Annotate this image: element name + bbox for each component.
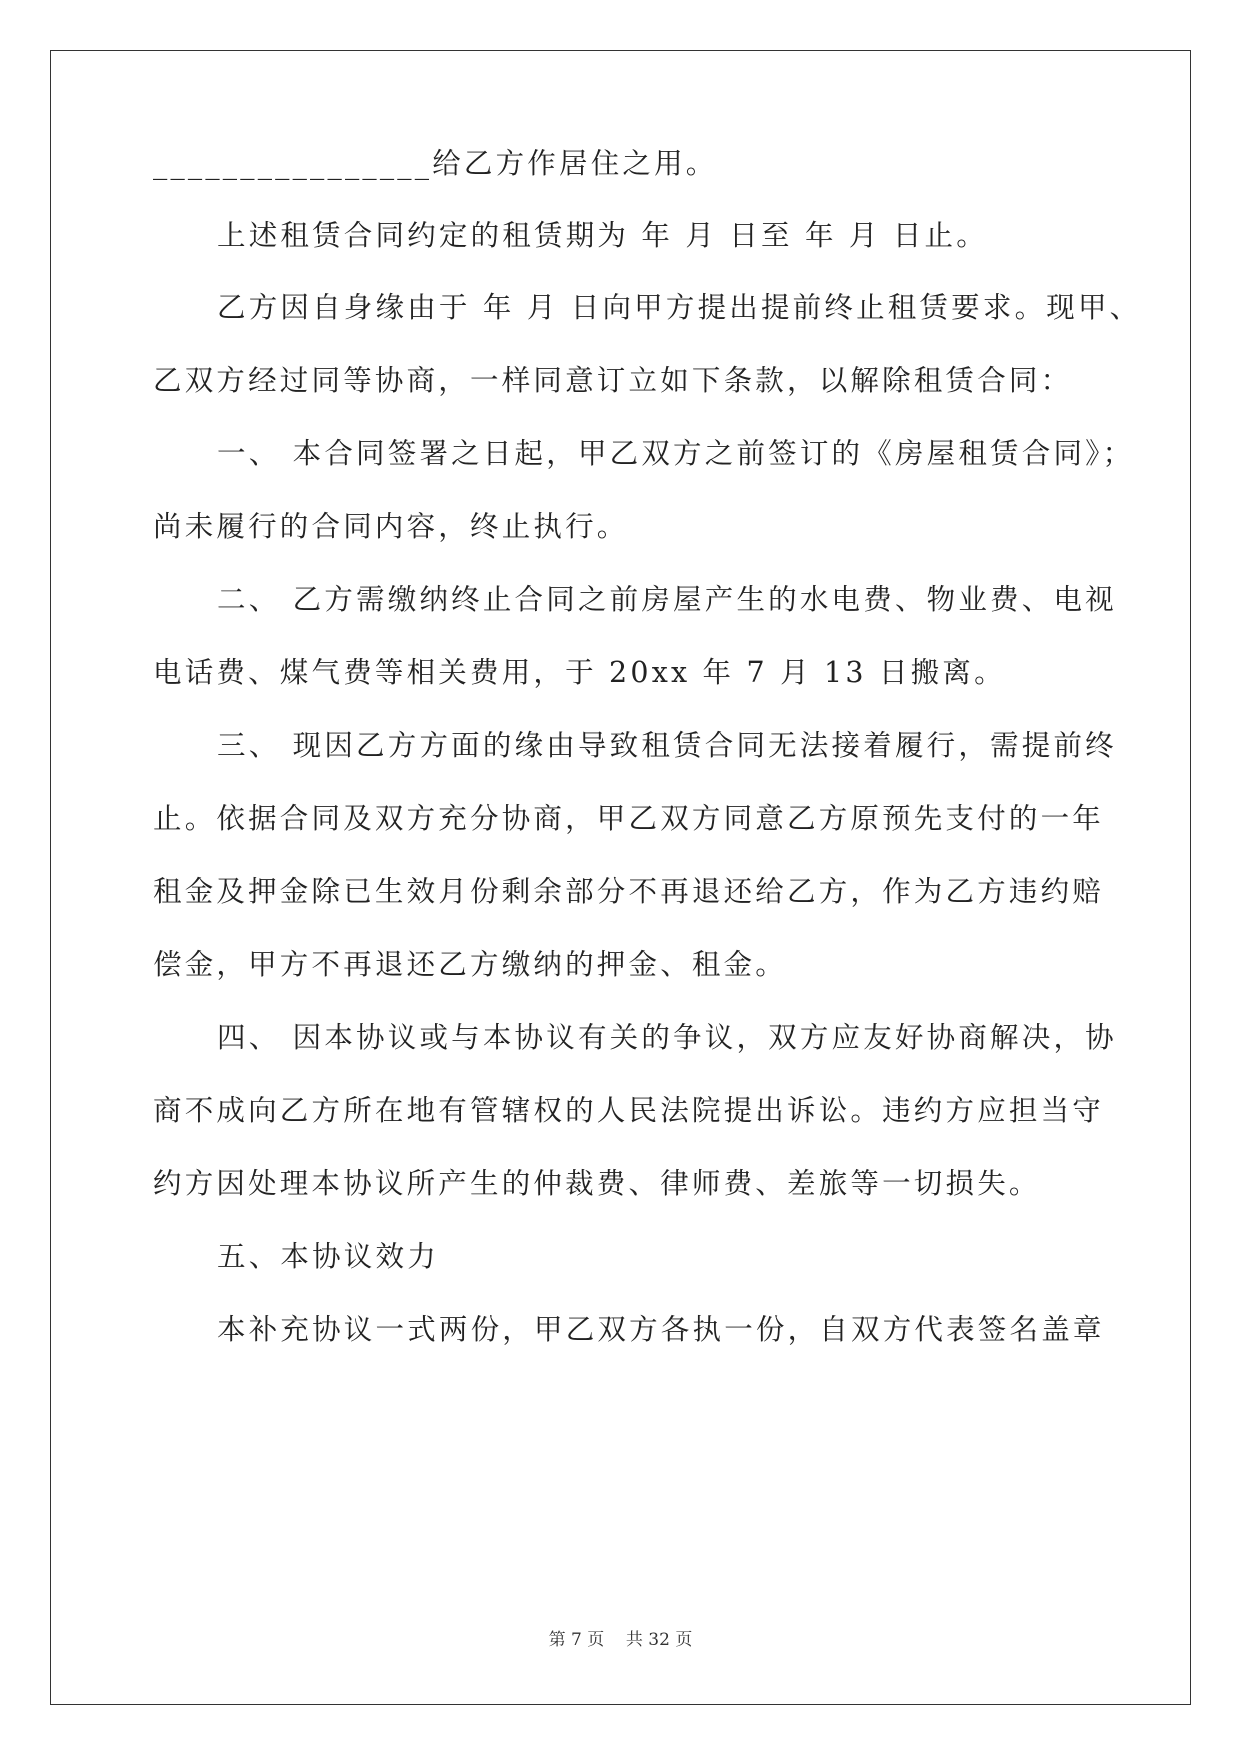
text-line: 上述租赁合同约定的租赁期为 年 月 日至 年 月 日止。 [217,219,988,252]
text-line: 止。依据合同及双方充分协商，甲乙双方同意乙方原预先支付的一年 [153,802,1105,835]
text-line: ________________给乙方作居住之用。 [153,147,718,180]
text-line: 三、 现因乙方方面的缘由导致租赁合同无法接着履行，需提前终 [217,729,1117,762]
text-line: 偿金，甲方不再退还乙方缴纳的押金、租金。 [153,948,788,981]
text-line: 本补充协议一式两份，甲乙双方各执一份，自双方代表签名盖章 [217,1313,1105,1346]
text-line: 五、本协议效力 [217,1240,439,1273]
text-line: 租金及押金除已生效月份剩余部分不再退还给乙方，作为乙方违约赔 [153,875,1105,908]
text-line: 二、 乙方需缴纳终止合同之前房屋产生的水电费、物业费、电视 [217,583,1117,616]
text-line: 四、 因本协议或与本协议有关的争议，双方应友好协商解决，协 [217,1021,1117,1054]
text-line: 乙双方经过同等协商，一样同意订立如下条款，以解除租赁合同： [153,364,1073,397]
text-line: 约方因处理本协议所产生的仲裁费、律师费、差旅等一切损失。 [153,1167,1041,1200]
text-line: 一、 本合同签署之日起，甲乙双方之前签订的《房屋租赁合同》； [217,437,1135,470]
page-number: 第 7 页 共 32 页 [548,1630,693,1650]
text-line: 尚未履行的合同内容，终止执行。 [153,510,629,543]
text-line: 乙方因自身缘由于 年 月 日向甲方提出提前终止租赁要求。现甲、 [217,291,1142,324]
text-line: 商不成向乙方所在地有管辖权的人民法院提出诉讼。违约方应担当守 [153,1094,1105,1127]
text-line: 电话费、煤气费等相关费用，于 20xx 年 7 月 13 日搬离。 [153,656,1006,689]
